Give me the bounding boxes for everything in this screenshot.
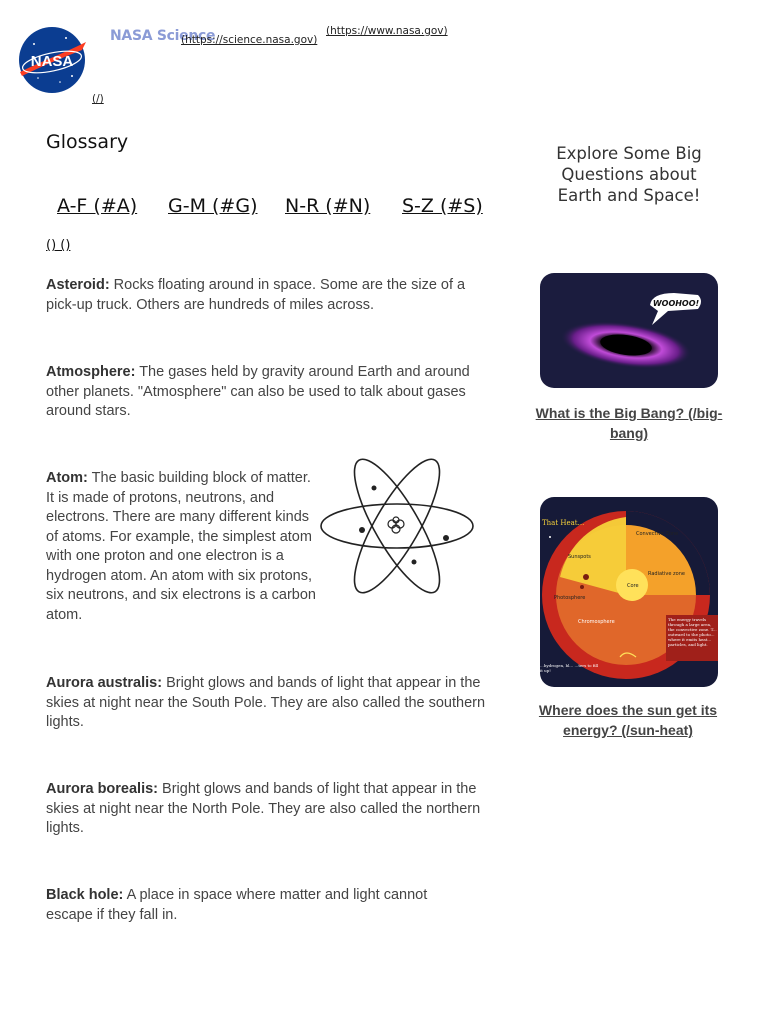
entry-definition: The basic building block of matter. It is made of protons, neutrons, and electrons. There are many different kinds of atoms. For example, the simplest atom with one proton and one electron is a hydrogen atom. An atom with six protons, six neutrons, and six electrons is a carbon atom. [46,470,316,623]
entry-term: Aurora borealis: [46,781,158,797]
sun-image-label-title: That Heat... [542,519,585,527]
big-bang-thumbnail[interactable] [540,273,718,388]
sun-label-hydrogen: ...hydrogen, bl... ...ters to fill it up! [540,663,599,673]
entry-definition: Bright glows and bands of light that appear in the skies at night near the North Pole. They are also called the northern lights. [46,781,481,836]
big-bang-link[interactable]: What is the Big Bang? (/big-bang) [535,405,723,441]
sun-label-chromosphere: Chromosphere [578,619,615,625]
entry-definition: A place in space where matter and light cannot escape if they fall in. [46,887,428,923]
logo-text: NASA [30,53,74,70]
sun-energy-thumbnail[interactable] [540,497,718,687]
sun-label-energy: The energy travels through a large area, the convective zone. T... outward to the photo... where it emits heat... particles, and light. [668,617,717,647]
sun-label-convective: Convective Zone [636,531,679,537]
glossary-entry-asteroid [46,276,496,315]
sidebar-heading: Explore Some Big Questions about Earth and Space! [556,144,702,205]
entry-term: Black hole: [46,887,124,903]
atom-illustration [318,452,476,600]
letter-link-s-z[interactable]: S-Z (#S) [402,195,483,217]
sun-label-photosphere: Photosphere [554,595,586,601]
letter-link-g-m[interactable]: G-M (#G) [168,195,258,217]
glossary-entry-black-hole [46,886,476,925]
page-title: Glossary [46,131,129,153]
entry-term: Aurora australis: [46,675,163,691]
letter-link-a-f[interactable]: A-F (#A) [57,195,138,217]
glossary-entry-aurora-borealis [46,780,496,839]
nasa-logo[interactable] [16,24,88,96]
home-link[interactable]: (/) [92,93,104,105]
nasa-science-brand[interactable]: NASA Science [110,28,216,44]
anchor-links[interactable]: () () [46,238,71,253]
nasa-url-link[interactable]: (https://www.nasa.gov) [326,25,448,37]
sun-label-sunspots: Sunspots [568,554,591,560]
entry-term: Atmosphere: [46,364,136,380]
letter-link-n-r[interactable]: N-R (#N) [285,195,371,217]
entry-definition: Bright glows and bands of light that appear in the skies at night near the South Pole. They are also called the southern lights. [46,675,486,730]
sun-energy-link[interactable]: Where does the sun get its energy? (/sun-heat) [538,702,718,738]
science-url-link[interactable]: (https://science.nasa.gov) [181,34,318,46]
glossary-entry-atom [46,469,316,625]
entry-definition: Rocks floating around in space. Some are the size of a pick-up truck. Others are hundreds of miles across. [46,277,466,313]
sun-label-radiative: Radiative zone [648,571,685,577]
entry-definition: The gases held by gravity around Earth and around other planets. "Atmosphere" can also be used to talk about gases around stars. [46,364,470,419]
glossary-entry-atmosphere [46,363,501,422]
sun-label-core: Core [627,583,639,589]
entry-term: Asteroid: [46,277,110,293]
woohoo-text: WOOHOO! [652,299,700,308]
entry-term: Atom: [46,470,88,486]
glossary-entry-aurora-australis [46,674,496,733]
